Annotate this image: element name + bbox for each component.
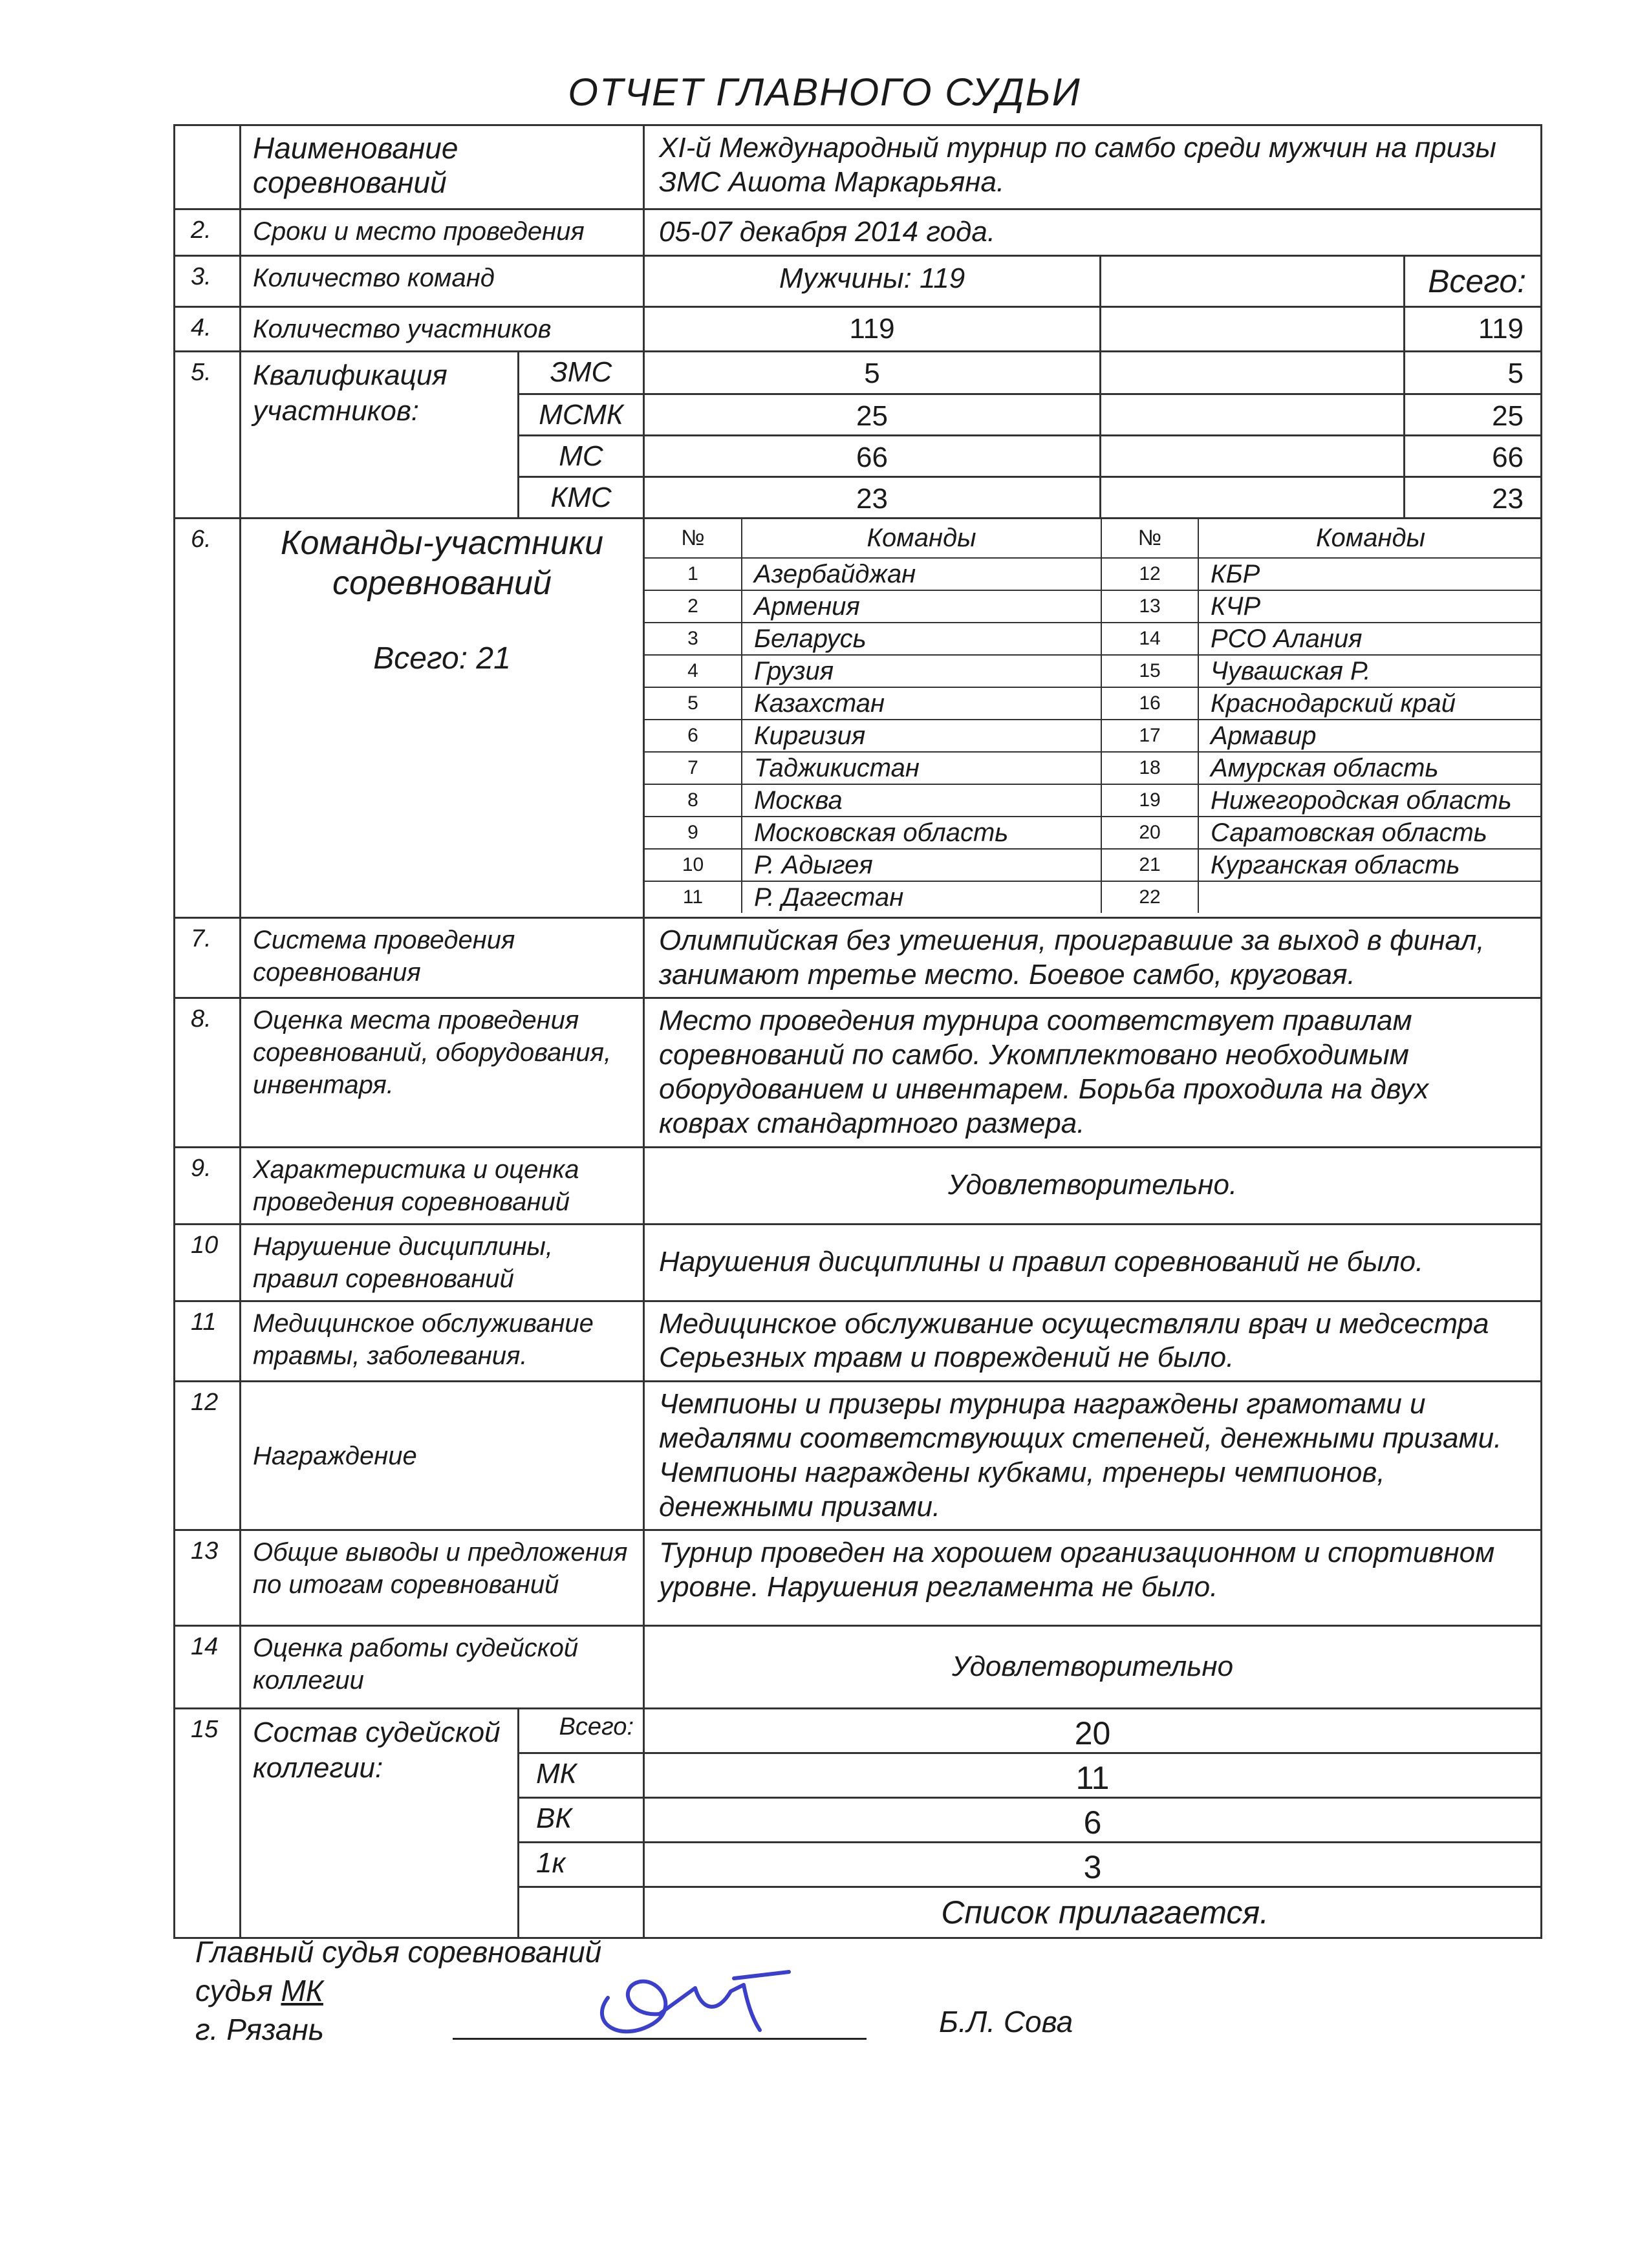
team-number: 13: [1101, 590, 1198, 623]
team-name: Киргизия: [742, 720, 1101, 752]
referee-category: 1к: [519, 1843, 644, 1887]
qual-men: 66: [644, 435, 1101, 476]
qual-men: 23: [644, 476, 1101, 518]
row-number: 10: [175, 1224, 241, 1301]
team-number: 18: [1101, 752, 1198, 784]
team-name: Таджикистан: [742, 752, 1101, 784]
team-row: [645, 687, 1542, 720]
teams-count-total: Всего:: [1405, 255, 1542, 306]
participants-count-total: 119: [1405, 306, 1542, 351]
referee-count: 6: [644, 1798, 1542, 1843]
row-system: [175, 917, 1542, 998]
row-qualification: [175, 351, 1542, 394]
teams-col-team: Команды: [1198, 519, 1542, 558]
teams-total: Всего: 21: [373, 641, 511, 676]
signature-rank-prefix: судья: [195, 1973, 281, 2007]
referees-assessment-value: Удовлетворительно: [644, 1626, 1542, 1709]
teams-block-label: [241, 518, 644, 917]
referee-category: ВК: [519, 1798, 644, 1843]
team-number: 5: [645, 687, 742, 720]
team-row: [645, 752, 1542, 784]
team-number: 4: [645, 655, 742, 687]
discipline-label: Нарушение дисциплины, правил соревнований: [241, 1224, 644, 1301]
signature-rank: МК: [281, 1973, 323, 2007]
row-number: 4.: [175, 306, 241, 351]
qual-total: 66: [1405, 435, 1542, 476]
teams-col-num: №: [645, 519, 742, 558]
team-name: Беларусь: [742, 623, 1101, 655]
dates-label: Сроки и место проведения: [241, 209, 644, 256]
team-number: 7: [645, 752, 742, 784]
assessment-label: Характеристика и оценка проведения соревнований: [241, 1147, 644, 1224]
team-name: Армения: [742, 590, 1101, 623]
team-number: 20: [1101, 817, 1198, 849]
qual-name: ЗМС: [519, 351, 644, 394]
page-title: ОТЧЕТ ГЛАВНОГО СУДЬИ: [568, 70, 1081, 114]
row-medical: [175, 1301, 1542, 1382]
team-number: 22: [1101, 881, 1198, 913]
row-number: 3.: [175, 255, 241, 306]
referee-count: 11: [644, 1753, 1542, 1798]
row-number: 2.: [175, 209, 241, 256]
discipline-value: Нарушения дисциплины и правил соревнований не было.: [644, 1224, 1542, 1301]
team-number: 12: [1101, 558, 1198, 590]
qual-men: 5: [644, 351, 1101, 394]
row-awards: [175, 1382, 1542, 1530]
handwritten-signature: [582, 1952, 795, 2049]
team-number: 17: [1101, 720, 1198, 752]
dates-value: 05-07 декабря 2014 года.: [644, 209, 1542, 256]
qual-total: 25: [1405, 394, 1542, 435]
row-competition-name: [175, 125, 1542, 209]
team-number: 9: [645, 817, 742, 849]
report-table: [173, 124, 1542, 1939]
team-number: 11: [645, 881, 742, 913]
team-name: Р. Дагестан: [742, 881, 1101, 913]
row-number: 5.: [175, 351, 241, 518]
medical-label: Медицинское обслуживание травмы, заболевания.: [241, 1301, 644, 1382]
row-number: 12: [175, 1382, 241, 1530]
row-referees: [175, 1709, 1542, 1753]
teams-count-label: Количество команд: [241, 255, 644, 306]
qual-total: 23: [1405, 476, 1542, 518]
team-name: Москва: [742, 784, 1101, 817]
competition-name-label: Наименование соревнований: [241, 125, 644, 209]
referee-count: 20: [644, 1709, 1542, 1753]
team-name: Нижегородская область: [1198, 784, 1542, 817]
team-row: [645, 881, 1542, 913]
conclusions-value: Турнир проведен на хорошем организационном и спортивном уровне. Нарушения регламента не было.: [644, 1530, 1542, 1626]
teams-count-men: Мужчины: 119: [644, 255, 1101, 306]
team-name: КЧР: [1198, 590, 1542, 623]
signature-title: Главный судья соревнований: [195, 1935, 602, 1969]
teams-list: [645, 519, 1542, 913]
competition-name-value: XI-й Международный турнир по самбо среди мужчин на призы ЗМС Ашота Маркарьяна.: [644, 125, 1542, 209]
row-number: 9.: [175, 1147, 241, 1224]
team-number: 14: [1101, 623, 1198, 655]
team-row: [645, 817, 1542, 849]
row-referees-assessment: [175, 1626, 1542, 1709]
team-number: 2: [645, 590, 742, 623]
team-number: 3: [645, 623, 742, 655]
row-teams-count: [175, 255, 1542, 306]
team-number: 15: [1101, 655, 1198, 687]
team-name: [1198, 881, 1542, 913]
teams-block-title: Команды-участники соревнований: [280, 524, 604, 603]
row-number: 11: [175, 1301, 241, 1382]
referees-label: Состав судейской коллегии:: [241, 1709, 519, 1938]
system-value: Олимпийская без утешения, проигравшие за выход в финал, занимают третье место. Боевое самбо, круговая.: [644, 917, 1542, 998]
qual-name: КМС: [519, 476, 644, 518]
system-label: Система проведения соревнования: [241, 917, 644, 998]
team-name: Амурская область: [1198, 752, 1542, 784]
referee-category: МК: [519, 1753, 644, 1798]
conclusions-label: Общие выводы и предложения по итогам соревнований: [241, 1530, 644, 1626]
referee-count: 3: [644, 1843, 1542, 1887]
row-venue: [175, 998, 1542, 1147]
team-name: Армавир: [1198, 720, 1542, 752]
row-participants-count: [175, 306, 1542, 351]
team-name: КБР: [1198, 558, 1542, 590]
venue-value: Место проведения турнира соответствует правилам соревнований по самбо. Укомплектовано необходимым оборудованием и инвентарем. Борьба проходила на двух коврах стандартного размера.: [644, 998, 1542, 1147]
teams-col-num: №: [1101, 519, 1198, 558]
referees-assessment-label: Оценка работы судейской коллегии: [241, 1626, 644, 1709]
team-name: Курганская область: [1198, 849, 1542, 881]
team-number: 1: [645, 558, 742, 590]
row-discipline: [175, 1224, 1542, 1301]
row-number: 13: [175, 1530, 241, 1626]
team-row: [645, 655, 1542, 687]
row-teams: [175, 518, 1542, 917]
row-number: 6.: [175, 518, 241, 917]
signature-rank-line: [195, 1972, 601, 2011]
teams-list-cell: [644, 518, 1542, 917]
qual-men: 25: [644, 394, 1101, 435]
row-assessment: [175, 1147, 1542, 1224]
venue-label: Оценка места проведения соревнований, оборудования, инвентаря.: [241, 998, 644, 1147]
qual-name: МСМК: [519, 394, 644, 435]
team-name: Азербайджан: [742, 558, 1101, 590]
row-conclusions: [175, 1530, 1542, 1626]
team-number: 10: [645, 849, 742, 881]
team-number: 6: [645, 720, 742, 752]
team-number: 19: [1101, 784, 1198, 817]
team-number: 8: [645, 784, 742, 817]
teams-col-team: Команды: [742, 519, 1101, 558]
team-row: [645, 784, 1542, 817]
team-name: Чувашская Р.: [1198, 655, 1542, 687]
signature-block: [195, 1933, 601, 2049]
awards-label: Награждение: [241, 1382, 644, 1530]
team-row: [645, 623, 1542, 655]
participants-count-label: Количество участников: [241, 306, 644, 351]
row-number: 8.: [175, 998, 241, 1147]
assessment-value: Удовлетворительно.: [644, 1147, 1542, 1224]
referee-category: Всего:: [519, 1709, 644, 1753]
row-number: 14: [175, 1626, 241, 1709]
team-name: Р. Адыгея: [742, 849, 1101, 881]
qual-total: 5: [1405, 351, 1542, 394]
team-name: Грузия: [742, 655, 1101, 687]
team-name: Казахстан: [742, 687, 1101, 720]
qualification-label: Квалификация участников:: [241, 351, 519, 518]
participants-count-men: 119: [644, 306, 1101, 351]
signature-name: Б.Л. Сова: [939, 2005, 1073, 2038]
qual-name: МС: [519, 435, 644, 476]
team-row: [645, 849, 1542, 881]
signature-city: г. Рязань: [195, 2012, 324, 2046]
team-number: 21: [1101, 849, 1198, 881]
team-row: [645, 590, 1542, 623]
medical-value: Медицинское обслуживание осуществляли врач и медсестра Серьезных травм и повреждений не было.: [644, 1301, 1542, 1382]
team-name: Краснодарский край: [1198, 687, 1542, 720]
team-name: Московская область: [742, 817, 1101, 849]
awards-value: Чемпионы и призеры турнира награждены грамотами и медалями соответствующих степеней, денежными призами. Чемпионы награждены кубками, тренеры чемпионов, денежными призами.: [644, 1382, 1542, 1530]
row-dates: [175, 209, 1542, 256]
team-row: [645, 558, 1542, 590]
team-number: 16: [1101, 687, 1198, 720]
signature-line: [453, 2038, 867, 2040]
team-name: РСО Алания: [1198, 623, 1542, 655]
team-name: Саратовская область: [1198, 817, 1542, 849]
row-number: 7.: [175, 917, 241, 998]
team-row: [645, 720, 1542, 752]
referees-note: Список прилагается.: [644, 1887, 1542, 1938]
row-number: 15: [175, 1709, 241, 1938]
